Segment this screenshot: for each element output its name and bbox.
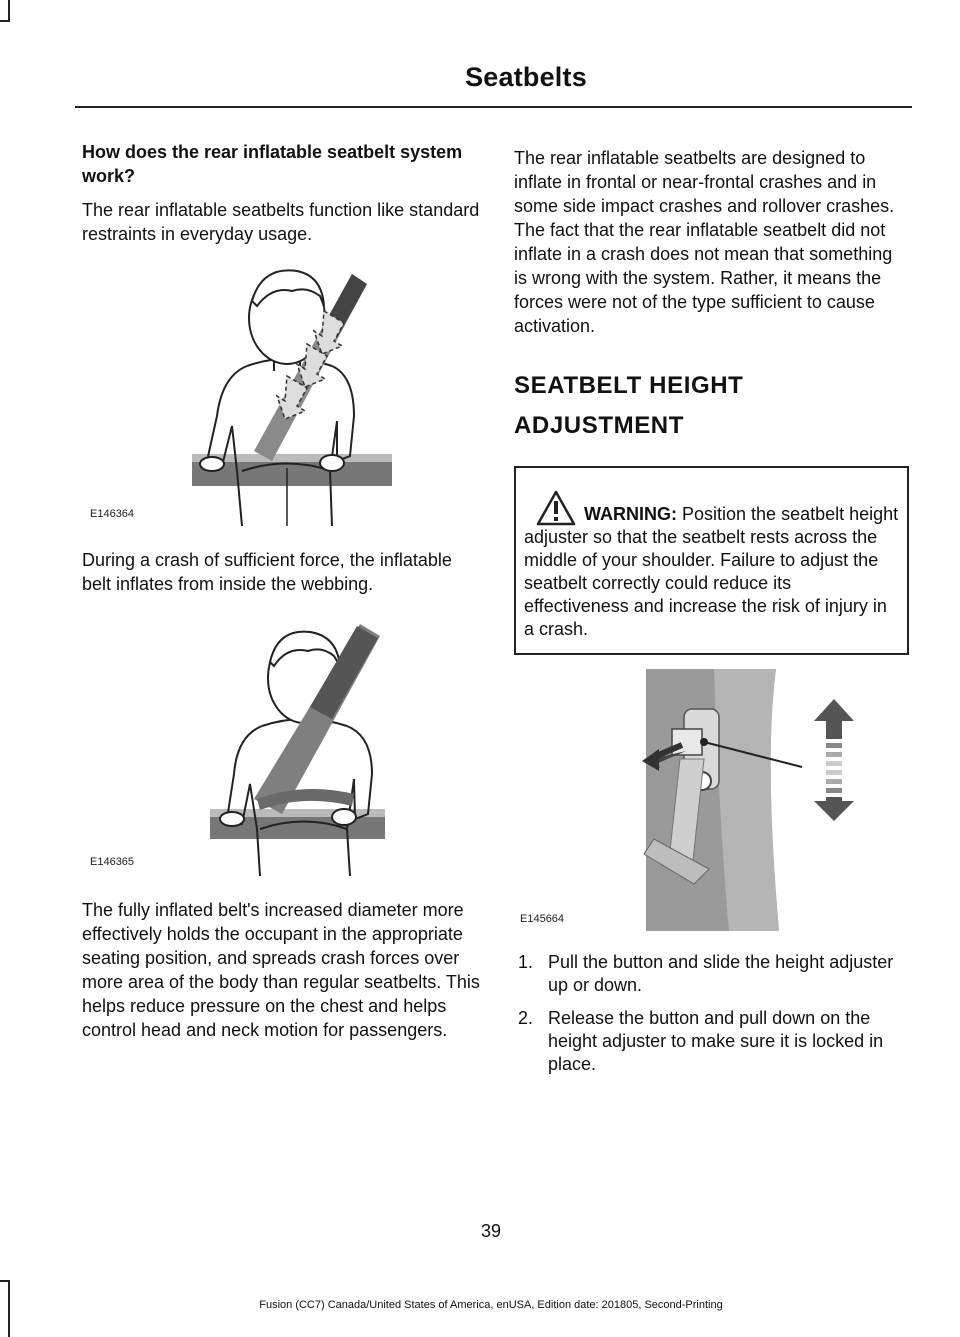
- figure-child-belt-inflated: [82, 614, 482, 876]
- warning-text: Position the seatbelt height adjuster so that the seatbelt rests across the middle of your shoulder. Failure to adjust the seatbelt correctly could reduce its effectiveness and increase the risk of injury in a crash.: [524, 504, 899, 639]
- right-column: [514, 140, 909, 1086]
- warning-label: WARNING:: [584, 504, 677, 524]
- crop-mark-top-left-v: [8, 0, 10, 20]
- section-heading-line1: SEATBELT HEIGHT: [514, 372, 744, 399]
- figure-label: E146365: [90, 856, 135, 868]
- section-heading-line2: ADJUSTMENT: [514, 412, 685, 439]
- child-belt-inflated-illustration: [82, 614, 482, 876]
- child-belt-normal-illustration: [82, 256, 482, 526]
- subhead-how-it-works: How does the rear inflatable seatbelt system work?: [82, 142, 463, 186]
- figure-label: E145664: [520, 913, 565, 925]
- crop-mark-bottom-left-h: [0, 1280, 10, 1282]
- crash-paragraph: During a crash of sufficient force, the inflatable belt inflates from inside the webbing.: [82, 550, 452, 594]
- warning-box: [514, 466, 909, 655]
- up-down-arrow-icon: [814, 699, 854, 821]
- steps-list: [514, 951, 909, 1076]
- height-adjuster-illustration: [514, 669, 909, 931]
- warning-triangle-icon: [536, 490, 576, 526]
- header-rule: [75, 106, 912, 108]
- page-title: Seatbelts: [465, 62, 587, 92]
- footer-edition-info: Fusion (CC7) Canada/United States of America, enUSA, Edition date: 201805, Second-Printing: [259, 1299, 723, 1311]
- inflated-paragraph: The fully inflated belt's increased diameter more effectively holds the occupant in the appropriate seating position, and spreads crash forces over more area of the body than regular seatbelts. This helps reduce pressure on the chest and helps control head and neck motion for passengers.: [82, 900, 480, 1040]
- section-heading: [514, 370, 909, 442]
- list-item: 2. Release the button and pull down on the height adjuster to make sure it is locked in place.: [518, 1008, 884, 1074]
- figure-child-belt-normal: [82, 256, 482, 526]
- page-number: 39: [480, 1221, 502, 1241]
- crop-mark-top-left-h: [0, 20, 10, 22]
- left-column: [82, 140, 482, 1042]
- figure-label: E146364: [90, 508, 135, 520]
- design-paragraph: The rear inflatable seatbelts are designed to inflate in frontal or near-frontal crashes and in some side impact crashes and rollover crashes. The fact that the rear inflatable seatbelt did not inflate in a crash does not mean that something is wrong with the system. Rather, it means the forces were not of the type sufficient to cause activation.: [514, 148, 895, 336]
- intro-paragraph: The rear inflatable seatbelts function like standard restraints in everyday usage.: [82, 200, 480, 244]
- list-item: 1. Pull the button and slide the height adjuster up or down.: [518, 952, 894, 995]
- figure-height-adjuster: [514, 669, 909, 931]
